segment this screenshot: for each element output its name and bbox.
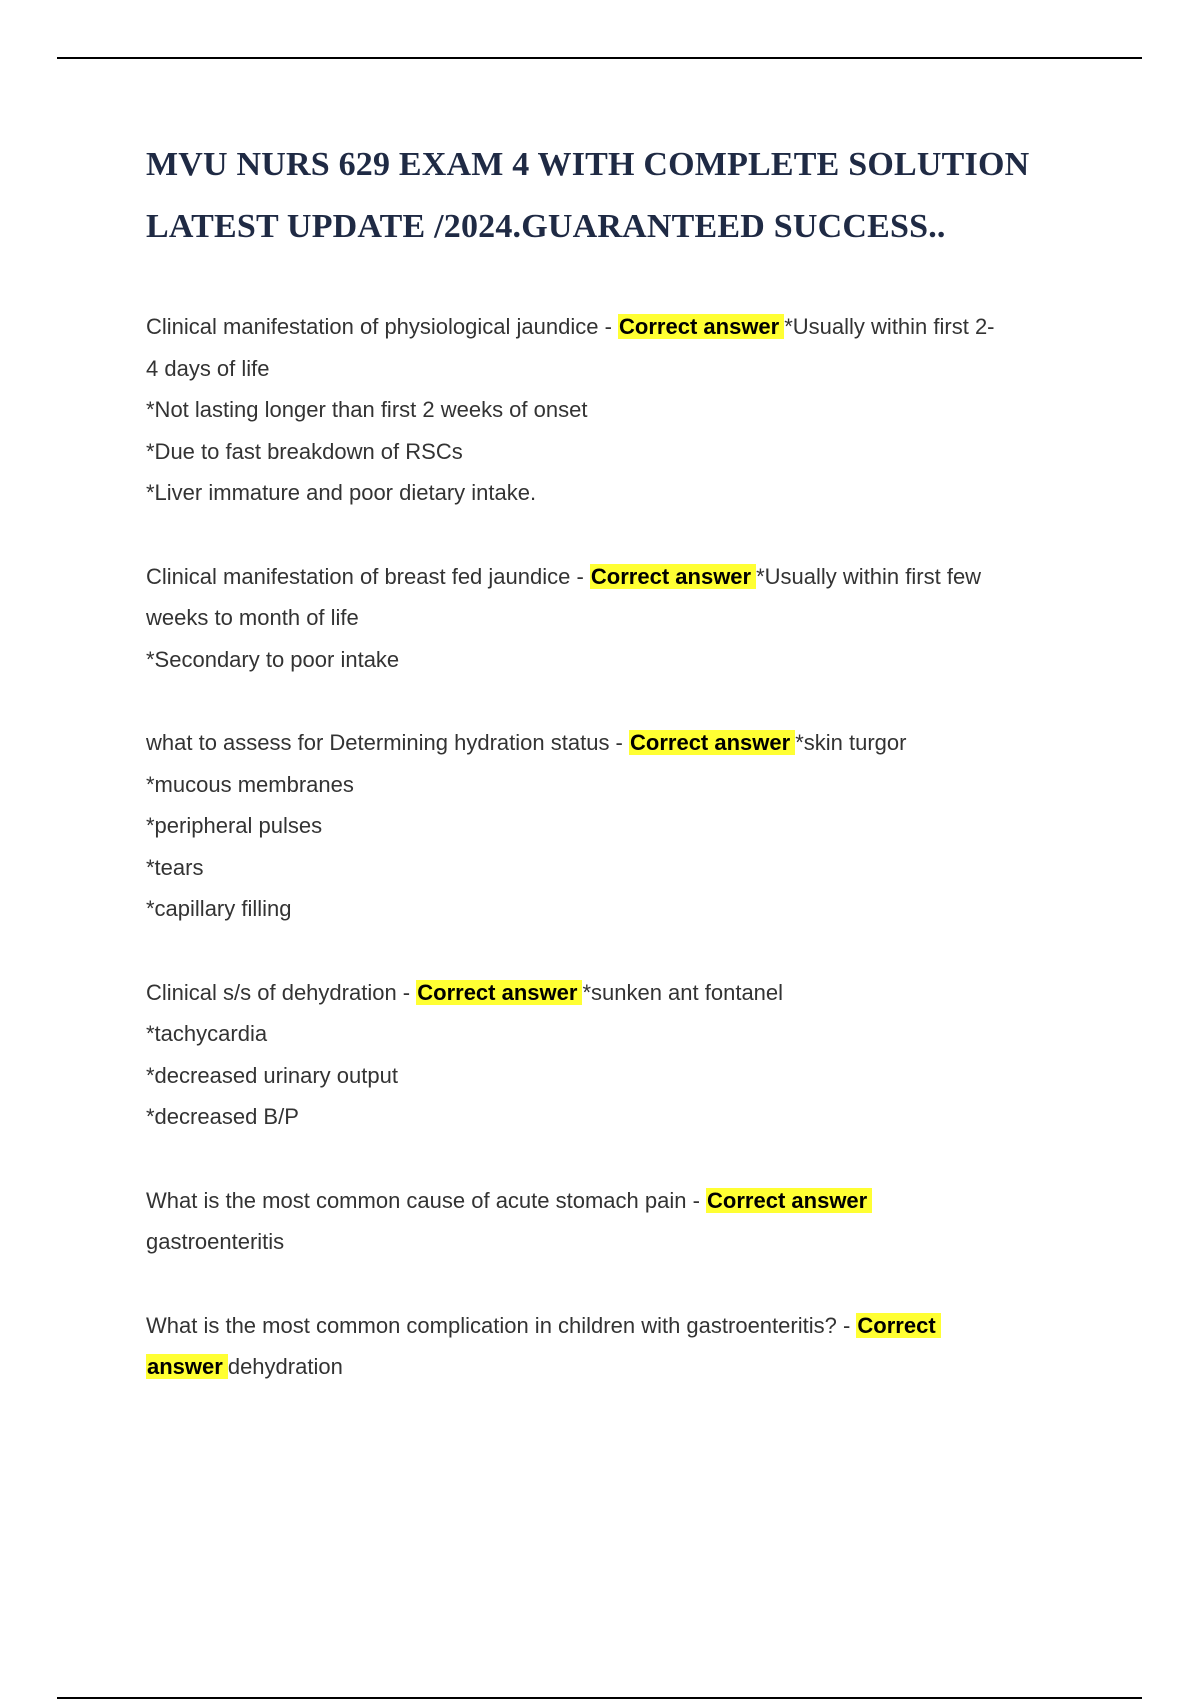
qa-question-line	[146, 972, 1086, 1014]
document-title: MVU NURS 629 EXAM 4 WITH COMPLETE SOLUTION LATEST UPDATE /2024.GUARANTEED SUCCESS..	[146, 146, 1030, 245]
qa-question-line	[146, 556, 1086, 598]
qa-entry-stomach-pain	[146, 1180, 1086, 1263]
correct-answer-highlight: Correct	[856, 1313, 940, 1338]
correct-answer-highlight: Correct answer	[618, 314, 784, 339]
correct-answer-highlight: Correct answer	[706, 1188, 872, 1213]
qa-entry-gastroenteritis-complication	[146, 1305, 1086, 1388]
qa-question-line	[146, 306, 1086, 348]
answer-bullet: *decreased B/P	[146, 1104, 299, 1129]
answer-bullet: *tachycardia	[146, 1021, 268, 1046]
answer-text: *sunken ant fontanel	[582, 979, 784, 1005]
answer-text: *skin turgor	[795, 730, 907, 755]
answer-bullet: *Secondary to poor intake	[146, 646, 400, 672]
answer-continuation: 4 days of life	[146, 355, 270, 381]
document-body	[146, 134, 1086, 1430]
question-text: Clinical s/s of dehydration -	[146, 979, 411, 1005]
correct-answer-highlight: answer	[146, 1354, 228, 1379]
answer-bullet: *tears	[146, 854, 204, 880]
correct-answer-highlight: Correct answer	[629, 730, 795, 755]
answer-bullet: *Liver immature and poor dietary intake.	[146, 480, 537, 505]
top-rule	[57, 57, 1142, 59]
answer-bullet: *decreased urinary output	[146, 1062, 398, 1088]
question-text: What is the most common complication in children with gastroenteritis? -	[146, 1312, 851, 1338]
question-text: what to assess for Determining hydration status -	[146, 730, 623, 755]
answer-bullet: *Due to fast breakdown of RSCs	[146, 438, 463, 464]
answer-text: *Usually within first 2-	[784, 314, 995, 339]
qa-entry-dehydration-signs	[146, 972, 1086, 1138]
bottom-rule	[57, 1697, 1142, 1699]
answer-bullet: *peripheral pulses	[146, 813, 323, 838]
qa-question-line	[146, 1305, 1086, 1347]
answer-text: gastroenteritis	[146, 1229, 285, 1254]
correct-answer-highlight: Correct answer	[416, 980, 582, 1005]
answer-text: dehydration	[227, 1354, 343, 1379]
answer-continuation: weeks to month of life	[146, 605, 359, 630]
question-text: What is the most common cause of acute stomach pain -	[146, 1187, 700, 1213]
qa-entry-physiological-jaundice	[146, 306, 1086, 514]
answer-text: *Usually within first few	[756, 563, 982, 589]
qa-entry-hydration-status	[146, 722, 1086, 930]
answer-bullet: *mucous membranes	[146, 771, 354, 797]
qa-question-line	[146, 722, 1086, 764]
question-text: Clinical manifestation of breast fed jaundice -	[146, 563, 584, 589]
question-text: Clinical manifestation of physiological jaundice -	[146, 314, 612, 339]
answer-bullet: *Not lasting longer than first 2 weeks of onset	[146, 397, 588, 422]
correct-answer-highlight: Correct answer	[590, 564, 756, 589]
qa-entry-breast-fed-jaundice	[146, 556, 1086, 681]
answer-bullet: *capillary filling	[146, 896, 292, 921]
answer-line	[146, 1346, 1086, 1388]
qa-question-line	[146, 1180, 1086, 1222]
